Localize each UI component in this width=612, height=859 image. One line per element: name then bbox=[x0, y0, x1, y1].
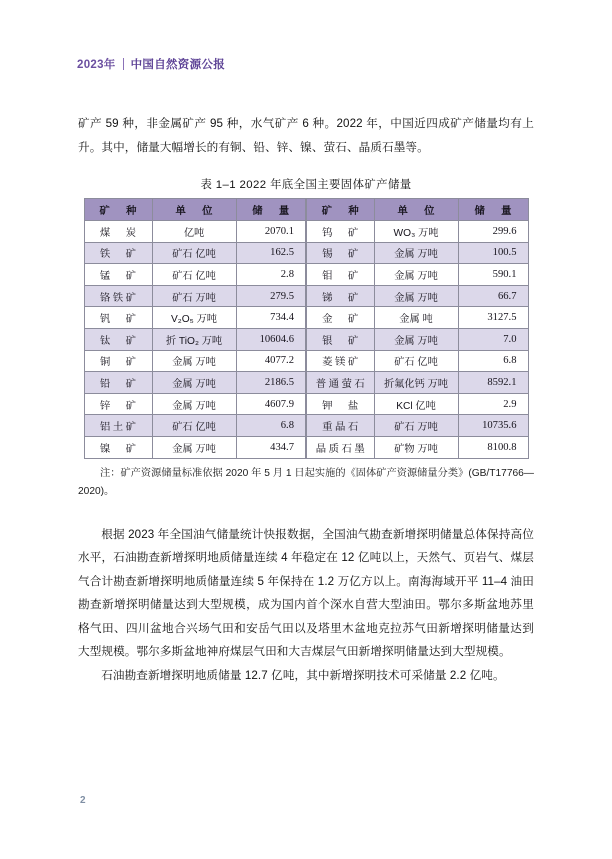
running-header bbox=[77, 56, 225, 72]
cell-unit-left: 金属 万吨 bbox=[152, 393, 236, 415]
cell-mineral-left: 铝土矿 bbox=[84, 415, 152, 437]
paragraph-oil-gas: 根据 2023 年全国油气储量统计快报数据，全国油气勘查新增探明储量总体保持高位水平，石油勘查新增探明地质储量连续 4 年稳定在 12 亿吨以上，天然气、页岩气、煤层气合计勘查新增探明地质储量连续 5 年保持在 1.2 万亿方以上。南海海域开平 11–4 油田勘查新增探明储量达到大型规模，成为国内首个深水自营大型油田。鄂尔多斯盆地苏里格气田、四川盆地合兴场气田和安岳气田以及塔里木盆地克拉苏气田新增探明储量达到大型规模。鄂尔多斯盆地神府煤层气田和大吉煤层气田新增探明储量达到大型规模。 bbox=[78, 527, 534, 659]
cell-mineral-left: 锰 矿 bbox=[84, 264, 152, 286]
cell-unit-right: 矿物 万吨 bbox=[374, 436, 458, 458]
table-body bbox=[84, 221, 528, 459]
cell-mineral-right: 普通萤石 bbox=[306, 372, 374, 394]
table-note-text: 注：矿产资源储量标准依据 2020 年 5 月 1 日起实施的《固体矿产资源储量分类》(GB/T17766—2020)。 bbox=[78, 467, 534, 497]
cell-reserve-left: 434.7 bbox=[236, 436, 306, 458]
cell-reserve-right: 100.5 bbox=[458, 242, 528, 264]
table-note bbox=[78, 465, 534, 501]
cell-mineral-right: 菱镁矿 bbox=[306, 350, 374, 372]
cell-unit-right: 矿石 万吨 bbox=[374, 415, 458, 437]
cell-unit-right: 金属 万吨 bbox=[374, 264, 458, 286]
cell-mineral-right: 银 矿 bbox=[306, 328, 374, 350]
cell-unit-left: 矿石 亿吨 bbox=[152, 242, 236, 264]
cell-reserve-right: 10735.6 bbox=[458, 415, 528, 437]
cell-unit-right: KCl 亿吨 bbox=[374, 393, 458, 415]
cell-reserve-left: 2070.1 bbox=[236, 221, 306, 243]
cell-mineral-left: 钛 矿 bbox=[84, 328, 152, 350]
cell-mineral-left: 镍 矿 bbox=[84, 436, 152, 458]
table-row bbox=[84, 350, 528, 372]
table-row bbox=[84, 436, 528, 458]
cell-reserve-left: 162.5 bbox=[236, 242, 306, 264]
cell-unit-right: 金属 万吨 bbox=[374, 242, 458, 264]
cell-unit-left: 折 TiO₂ 万吨 bbox=[152, 328, 236, 350]
table-row bbox=[84, 221, 528, 243]
cell-reserve-right: 2.9 bbox=[458, 393, 528, 415]
cell-reserve-left: 2186.5 bbox=[236, 372, 306, 394]
cell-reserve-left: 6.8 bbox=[236, 415, 306, 437]
table-row bbox=[84, 393, 528, 415]
cell-mineral-right: 钼 矿 bbox=[306, 264, 374, 286]
table-header-row bbox=[84, 199, 528, 221]
table-header bbox=[84, 199, 528, 221]
table-row bbox=[84, 242, 528, 264]
cell-unit-right: 矿石 亿吨 bbox=[374, 350, 458, 372]
cell-mineral-right: 金 矿 bbox=[306, 307, 374, 329]
cell-unit-right: 金属 万吨 bbox=[374, 285, 458, 307]
cell-unit-left: 矿石 亿吨 bbox=[152, 264, 236, 286]
cell-reserve-left: 10604.6 bbox=[236, 328, 306, 350]
mineral-reserves-table bbox=[84, 198, 529, 459]
column-header-reserve-left: 储 量 bbox=[236, 199, 306, 221]
cell-mineral-left: 铜 矿 bbox=[84, 350, 152, 372]
column-header-unit-right: 单 位 bbox=[374, 199, 458, 221]
cell-mineral-left: 煤 炭 bbox=[84, 221, 152, 243]
table-row bbox=[84, 328, 528, 350]
table-row bbox=[84, 415, 528, 437]
column-header-unit-left: 单 位 bbox=[152, 199, 236, 221]
cell-mineral-right: 锑 矿 bbox=[306, 285, 374, 307]
page-content bbox=[78, 112, 534, 687]
paragraph-block bbox=[78, 523, 534, 688]
table-row bbox=[84, 264, 528, 286]
cell-reserve-right: 590.1 bbox=[458, 264, 528, 286]
header-year: 2023年 bbox=[77, 59, 116, 71]
cell-reserve-left: 2.8 bbox=[236, 264, 306, 286]
cell-reserve-left: 734.4 bbox=[236, 307, 306, 329]
header-divider bbox=[123, 58, 124, 70]
paragraph-oil-reserve: 石油勘查新增探明地质储量 12.7 亿吨，其中新增探明技术可采储量 2.2 亿吨。 bbox=[101, 668, 505, 682]
cell-unit-left: 矿石 万吨 bbox=[152, 285, 236, 307]
page-number: 2 bbox=[80, 795, 87, 806]
cell-mineral-left: 锌 矿 bbox=[84, 393, 152, 415]
cell-reserve-right: 299.6 bbox=[458, 221, 528, 243]
cell-mineral-left: 铅 矿 bbox=[84, 372, 152, 394]
cell-mineral-left: 铁 矿 bbox=[84, 242, 152, 264]
cell-reserve-right: 3127.5 bbox=[458, 307, 528, 329]
cell-mineral-left: 钒 矿 bbox=[84, 307, 152, 329]
table-row bbox=[84, 372, 528, 394]
cell-reserve-left: 4607.9 bbox=[236, 393, 306, 415]
cell-unit-right: 金属 吨 bbox=[374, 307, 458, 329]
cell-unit-right: WO₃ 万吨 bbox=[374, 221, 458, 243]
cell-unit-left: V₂O₅ 万吨 bbox=[152, 307, 236, 329]
table-row bbox=[84, 285, 528, 307]
cell-reserve-right: 6.8 bbox=[458, 350, 528, 372]
intro-paragraph: 矿产 59 种，非金属矿产 95 种，水气矿产 6 种。2022 年，中国近四成矿产储量均有上升。其中，储量大幅增长的有铜、铅、锌、镍、萤石、晶质石墨等。 bbox=[78, 117, 534, 154]
cell-mineral-right: 晶质石墨 bbox=[306, 436, 374, 458]
cell-reserve-right: 7.0 bbox=[458, 328, 528, 350]
column-header-mineral-right: 矿 种 bbox=[306, 199, 374, 221]
cell-unit-left: 金属 万吨 bbox=[152, 436, 236, 458]
cell-mineral-right: 钾 盐 bbox=[306, 393, 374, 415]
cell-mineral-right: 重晶石 bbox=[306, 415, 374, 437]
cell-unit-right: 金属 万吨 bbox=[374, 328, 458, 350]
column-header-mineral-left: 矿 种 bbox=[84, 199, 152, 221]
cell-reserve-right: 8592.1 bbox=[458, 372, 528, 394]
cell-unit-left: 金属 万吨 bbox=[152, 372, 236, 394]
table-caption: 表 1–1 2022 年底全国主要固体矿产储量 bbox=[200, 179, 412, 191]
cell-reserve-right: 8100.8 bbox=[458, 436, 528, 458]
table-row bbox=[84, 307, 528, 329]
cell-unit-left: 亿吨 bbox=[152, 221, 236, 243]
cell-unit-right: 折氟化钙 万吨 bbox=[374, 372, 458, 394]
cell-reserve-left: 4077.2 bbox=[236, 350, 306, 372]
cell-reserve-right: 66.7 bbox=[458, 285, 528, 307]
cell-mineral-right: 锡 矿 bbox=[306, 242, 374, 264]
cell-mineral-right: 钨 矿 bbox=[306, 221, 374, 243]
column-header-reserve-right: 储 量 bbox=[458, 199, 528, 221]
cell-mineral-left: 铬铁矿 bbox=[84, 285, 152, 307]
cell-unit-left: 矿石 亿吨 bbox=[152, 415, 236, 437]
cell-unit-left: 金属 万吨 bbox=[152, 350, 236, 372]
header-title: 中国自然资源公报 bbox=[130, 59, 225, 71]
cell-reserve-left: 279.5 bbox=[236, 285, 306, 307]
